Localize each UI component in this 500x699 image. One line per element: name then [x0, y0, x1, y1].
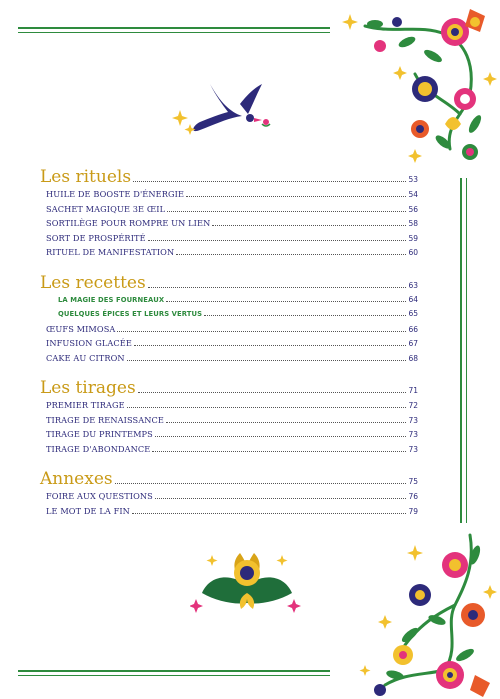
toc-section-heading[interactable]	[40, 469, 418, 491]
toc-section-recettes	[40, 273, 418, 368]
leader-dots	[117, 331, 406, 332]
section-title: Annexes	[40, 469, 113, 489]
leader-dots	[127, 360, 407, 361]
entry-label: PREMIER TIRAGE	[46, 400, 125, 410]
entry-page: 54	[408, 190, 418, 199]
leader-dots	[138, 392, 407, 393]
entry-label: SORTILÈGE POUR ROMPRE UN LIEN	[46, 218, 211, 228]
entry-label: INFUSION GLACÉE	[46, 338, 132, 348]
toc-entry[interactable]	[40, 233, 418, 248]
leader-dots	[127, 407, 407, 408]
entry-label: ŒUFS MIMOSA	[46, 323, 116, 334]
entry-page: 67	[408, 339, 418, 348]
entry-page: 56	[408, 204, 418, 214]
toc-entry[interactable]	[40, 353, 418, 368]
folk-floral-corner-icon	[325, 525, 500, 699]
leader-dots	[115, 483, 407, 484]
entry-page: 76	[408, 492, 418, 501]
toc-section-heading[interactable]	[40, 273, 418, 295]
entry-label: QUELQUES ÉPICES ET LEURS VERTUS	[58, 310, 203, 318]
leader-dots	[155, 498, 407, 499]
section-title: Les tirages	[40, 378, 136, 398]
table-of-contents	[40, 167, 418, 523]
entry-label: TIRAGE DE RENAISSANCE	[46, 414, 164, 425]
entry-label: FOIRE AUX QUESTIONS	[46, 491, 153, 501]
entry-label: RITUEL DE MANIFESTATION	[46, 247, 175, 257]
entry-label: HUILE DE BOOSTE D'ÉNERGIE	[46, 189, 185, 199]
frame-right-border	[460, 178, 462, 523]
toc-section-rituels	[40, 167, 418, 262]
toc-entry[interactable]	[40, 491, 418, 506]
entry-label: LE MOT DE LA FIN	[46, 505, 130, 516]
toc-entry[interactable]	[40, 324, 418, 339]
entry-page: 73	[408, 430, 418, 439]
toc-section-annexes	[40, 469, 418, 520]
toc-entry[interactable]	[40, 247, 418, 262]
swallow-icon	[170, 74, 280, 142]
toc-section-heading[interactable]	[40, 378, 418, 400]
toc-entry[interactable]	[40, 429, 418, 444]
entry-label: TIRAGE DU PRINTEMPS	[46, 429, 153, 439]
entry-page: 59	[408, 233, 418, 243]
flower-icon	[190, 545, 305, 617]
section-page: 53	[408, 175, 418, 184]
entry-label: TIRAGE D'ABONDANCE	[46, 443, 151, 454]
entry-label: SACHET MAGIQUE 3E ŒIL	[46, 203, 166, 214]
entry-page: 68	[408, 353, 418, 363]
leader-dots	[152, 451, 406, 452]
entry-page: 79	[408, 506, 418, 516]
leader-dots	[155, 436, 407, 437]
leader-dots	[186, 196, 406, 197]
leader-dots	[167, 211, 406, 212]
entry-page: 60	[408, 248, 418, 257]
entry-page: 66	[408, 324, 418, 334]
leader-dots	[204, 315, 406, 316]
entry-page: 72	[408, 401, 418, 410]
toc-entry[interactable]	[40, 204, 418, 219]
toc-sub-entry[interactable]	[40, 295, 418, 310]
entry-page: 58	[408, 219, 418, 228]
leader-dots	[166, 301, 406, 302]
toc-sub-entry[interactable]	[40, 309, 418, 324]
toc-entry[interactable]	[40, 444, 418, 459]
toc-entry[interactable]	[40, 415, 418, 430]
section-page: 75	[408, 477, 418, 486]
toc-entry[interactable]	[40, 189, 418, 204]
frame-top-border	[18, 27, 330, 29]
toc-entry[interactable]	[40, 400, 418, 415]
leader-dots	[133, 181, 406, 182]
frame-bottom-border	[18, 670, 330, 672]
section-page: 63	[408, 280, 418, 290]
entry-page: 73	[408, 444, 418, 454]
toc-entry[interactable]	[40, 338, 418, 353]
entry-label: LA MAGIE DES FOURNEAUX	[58, 295, 165, 304]
entry-page: 65	[408, 309, 418, 318]
section-page: 71	[408, 386, 418, 395]
folk-floral-corner-icon	[325, 4, 500, 174]
toc-section-heading[interactable]	[40, 167, 418, 189]
leader-dots	[134, 345, 407, 346]
toc-section-tirages	[40, 378, 418, 458]
entry-page: 64	[408, 294, 418, 304]
leader-dots	[148, 287, 407, 288]
entry-page: 73	[408, 415, 418, 425]
leader-dots	[132, 513, 407, 514]
section-title: Les recettes	[40, 272, 146, 293]
entry-label: CAKE AU CITRON	[46, 352, 125, 363]
section-title: Les rituels	[40, 167, 132, 187]
leader-dots	[212, 225, 406, 226]
leader-dots	[176, 254, 406, 255]
leader-dots	[148, 240, 407, 241]
leader-dots	[166, 422, 406, 423]
entry-label: SORT DE PROSPÉRITÉ	[46, 232, 146, 243]
toc-entry[interactable]	[40, 506, 418, 521]
toc-entry[interactable]	[40, 218, 418, 233]
